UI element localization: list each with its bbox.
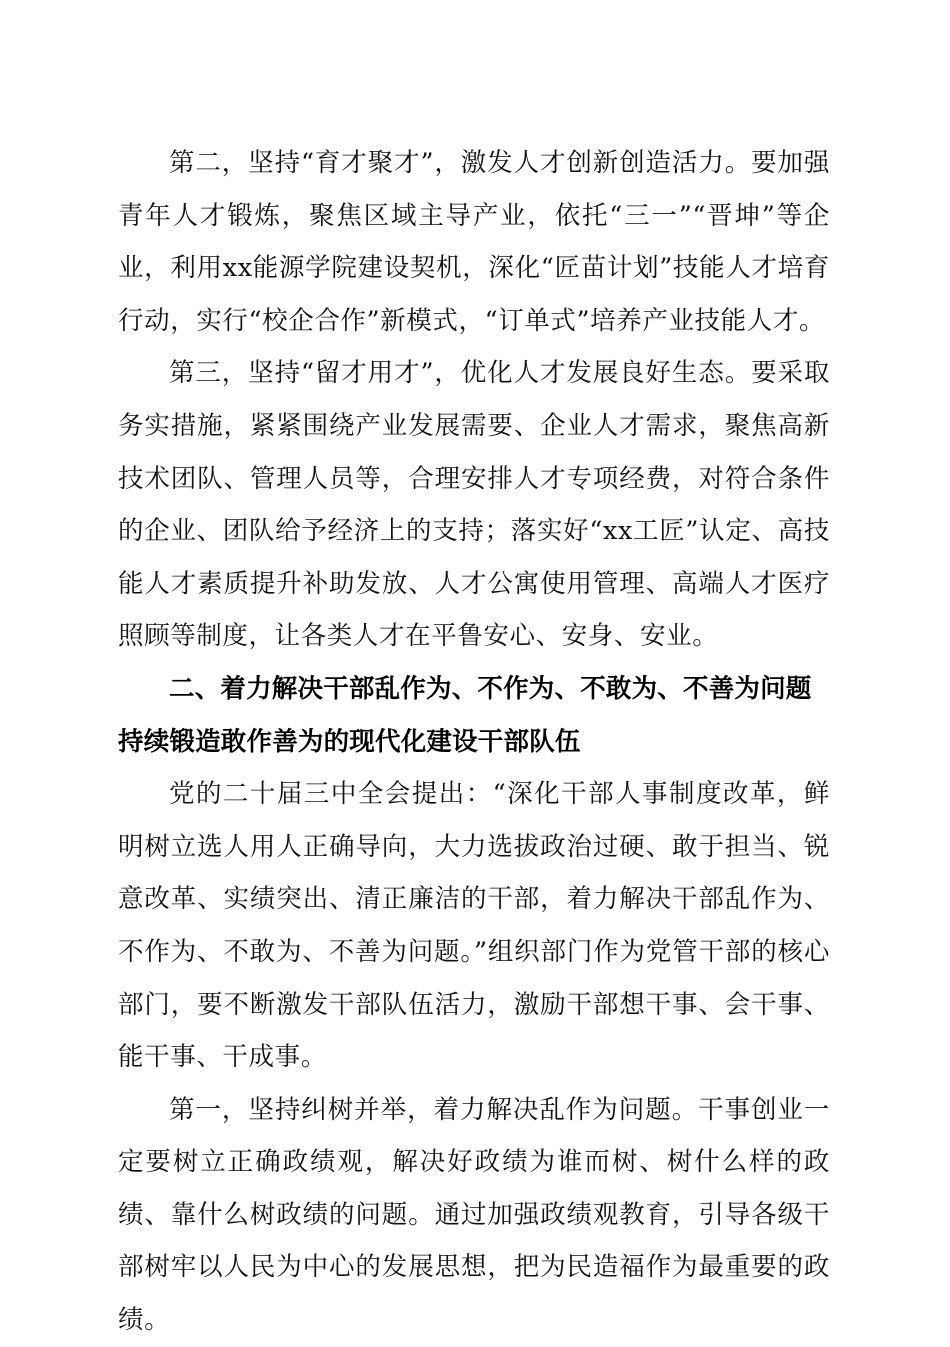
document-body (118, 137, 830, 1347)
paragraph-plenary-session: 党的二十届三中全会提出：“深化干部人事制度改革，鲜明树立选人用人正确导向，大力选拔政治过硬、敢于担当、锐意改革、实绩突出、清正廉洁的干部，着力解决干部乱作为、不作为、不敢为、不善为问题。”组织部门作为党管干部的核心部门，要不断激发干部队伍活力，激励干部想干事、会干事、能干事、干成事。 (118, 779, 830, 1073)
section-heading: 二、着力解决干部乱作为、不作为、不敢为、不善为问题持续锻造敢作善为的现代化建设干部队伍 (118, 673, 812, 757)
paragraph-talent-retention: 第三，坚持“留才用才”，优化人才发展良好生态。要采取务实措施，紧紧围绕产业发展需要、企业人才需求，聚焦高新技术团队、管理人员等，合理安排人才专项经费，对符合条件的企业、团队给予经济上的支持；落实好“xx工匠”认定、高技能人才素质提升补助发放、人才公寓使用管理、高端人才医疗照顾等制度，让各类人才在平鲁安心、安身、安业。 (118, 358, 830, 652)
paragraph-correct-misconduct: 第一，坚持纠树并举，着力解决乱作为问题。干事创业一定要树立正确政绩观，解决好政绩为谁而树、树什么样的政绩、靠什么树政绩的问题。通过加强政绩观教育，引导各级干部树牢以人民为中心的发展思想，把为民造福作为最重要的政绩。 (118, 1094, 830, 1336)
paragraph-talent-cultivation: 第二，坚持“育才聚才”，激发人才创新创造活力。要加强青年人才锻炼，聚焦区域主导产业，依托“三一”“晋坤”等企业，利用xx能源学院建设契机，深化“匠苗计划”技能人才培育行动，实行“校企合作”新模式，“订单式”培养产业技能人才。 (118, 148, 830, 336)
